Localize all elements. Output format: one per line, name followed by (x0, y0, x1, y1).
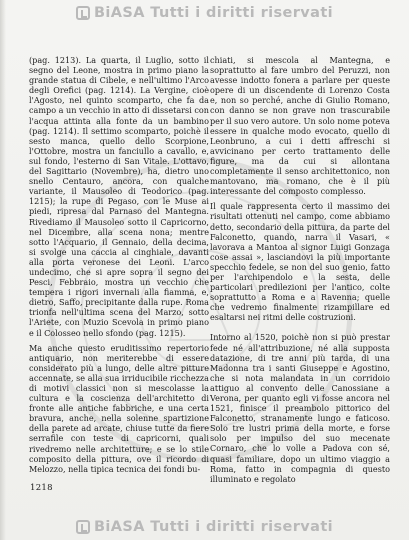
biasa-logo-icon (76, 6, 90, 20)
page-number: 1218 (30, 483, 53, 493)
copyright-banner-bottom (0, 516, 409, 538)
paragraph: chiati, si mescola al Mantegna, e soprattutto al fare umbro del Peruzzi, non avesse indotto fonera a parlare per queste opere di un discendente di Lorenzo Costa e, non so perché, anche di Giulio Romano, con danno se non grave non trascurabile per il suo vero autore. Un solo nome poteva essere in qualche modo evocato, quello di Leonbruno, a cui i detti affreschi si avvicinano per certo trattamento delle figure, ma da cui si allontana completamente il senso architettonico, non mantovano, ma romano, che è il più interessante del composto complesso. (210, 55, 390, 197)
text-column-left (29, 55, 209, 474)
copyright-banner-text: BiASA Tutti i diritti riservati (93, 519, 334, 535)
biasa-logo-icon (76, 520, 90, 534)
paragraph: Ma anche questo eruditissimo repertorio antiquario, non meriterebbe di essere considerato più a lungo, delle altre pitture accennate, se alla sua irriducibile ricchezza di motivi classici non si mescolasse la cultura e la coscienza dell'architetto di fronte alle antiche fabbriche, e una certa bravura, anche, nella solenne spartizione della parete ad arcate, chiuse tutte da fiere serrafile con teste di capricorni, quali rivedremo nelle architetture; e se lo stile composito della pittura, ove il ricordo di Melozzo, nella tipica tecnica dei fondi bu- (29, 342, 209, 474)
paragraph: (pag. 1213). La quarta, il Luglio, sotto il segno del Leone, mostra in primo piano la grande statua di Cibele, e nell'ultimo l'Arco degli Orefici (pag. 1214). La Vergine, cioè l'Agosto, nel quinto scomparto, che fa da campo a un vecchio in atto di dissetarsi con l'acqua attinta alla fonte da un bambino (pag. 1214). Il settimo scomparto, poichè il sesto manca, quello dello Scorpione, l'Ottobre, mostra un fanciullo a cavallo, e, sul fondo, l'esterno di San Vitale. L'ottavo, del Sagittario (Novembre), ha, dietro uno snello Centauro, ancora, con qualche variante, il Mausoleo di Teodorico (pag. 1215); la rupe di Pegaso, con le Muse ai piedi, ripresa dal Parnaso del Mantegna. Rivediamo il Mausoleo sotto il Capricorno, nel Dicembre, alla scena nona; mentre sotto l'Acquario, il Gennaio, della decima, si svolge una caccia al cinghiale, davanti alla porta veronese dei Leoni. L'arco undecimo, che si apre sopra il segno dei Pesci, Febbraio, mostra un vecchio che tempera i rigori invernali alla fiamma, e, dietro, Saffo, precipitante dalla rupe. Roma trionfa nell'ultima scena del Marzo, sotto l'Ariete, con Muzio Scevola in primo piano e il Colosseo nello sfondo (pag. 1215). (29, 55, 209, 338)
text-column-right (210, 55, 390, 484)
page-spine-shadow (0, 0, 6, 540)
copyright-banner-top (0, 2, 409, 24)
paragraph: Intorno al 1520, poichè non si può prestar fede né all'attribuzione, né alla supposta datazione, di tre anni più tarda, di una Madonna tra i santi Giuseppe e Agostino, che si nota malandata in un corridoio attiguo al convento delle Canossiane a Verona, per quanto egli vi fosse ancora nel 1521, finisce il preambolo pittorico del Falconetto, stranamente lungo e faticoso. Solo tre lustri prima della morte, e forse solo per impulso del suo mecenate Cornaro, che lo volle a Padova con sé, quasi familiare, dopo un ultimo viaggio a Roma, fatto in compagnia di questo illuminato e regolato (210, 332, 390, 484)
copyright-banner-text: BiASA Tutti i diritti riservati (93, 5, 334, 21)
paragraph: Il quale rappresenta certo il massimo dei risultati ottenuti nel campo, come abbiamo detto, secondario della pittura, da parte del Falconetto, quando, narra il Vasari, « lavorava a Mantoa al signor Luigi Gonzaga cose assai », lasciandovi la più importante specchio fedele, se non del suo genio, fatto per l'archipendolo e la sesta, delle particolari predilezioni per l'antico, colte soprattutto a Roma e a Ravenna; quelle che vedremo finalmente rizampillare ed esaltarsi nei ritmi delle costruzioni. (210, 201, 390, 323)
